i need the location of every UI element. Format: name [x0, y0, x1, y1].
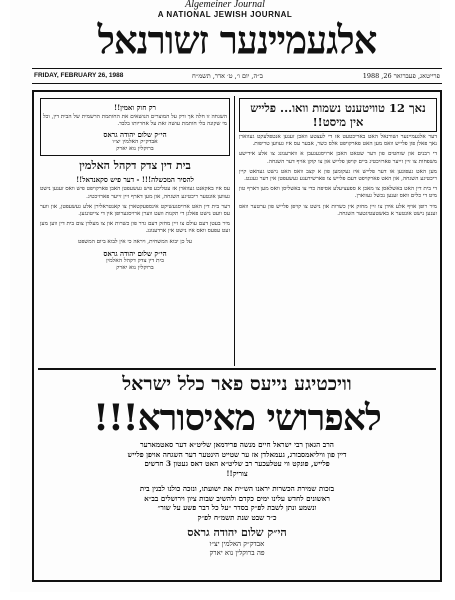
announcement-signature-line: פה ברוקלין נוא יארק: [209, 549, 265, 557]
masthead-english-subtitle: A NATIONAL JEWISH JOURNAL: [157, 10, 293, 19]
dateline-yiddish-date: פרייטאג, פעברואר 26, 1988: [362, 72, 440, 80]
masthead-english-title: Algemeiner Journal: [185, 0, 265, 10]
announcement-kicker: וויכטיגע נייעס פאר כלל ישראל: [122, 373, 352, 395]
main-announcement: [40, 372, 434, 558]
right-paragraph: די בית דין האט באשלאסן צו מאכן א ספעציעלע אסיפה כדי צו באשליסן וואס מען דארף טון מיט די כלים וואס זענען נכשל געווארן.: [239, 186, 437, 200]
beis-din-paragraph: עס איז באקאנט געווארן אז עטליכע פיש געשעפטן האבן פארקויפט פיש וואס זענען נישט געווען אונטער ריכטיגע השגחה, און מען דארף זיין זייער פארזיכטיג.: [40, 186, 230, 200]
dateline-hebrew-date: ב״ה, יום ו׳, ט׳ אדר, תשמ״ח: [192, 72, 263, 80]
beis-din-signature-line: ברוקלין נוא יארק: [116, 264, 154, 271]
notice-signature-line: ברוקלין נוא יארק: [116, 146, 154, 153]
column-divider: [234, 96, 235, 366]
announcement-headline: לאפרושי מאיסורא!!!: [93, 397, 381, 439]
announcement-line: כ״ד שבט שנת תשמ״ח לפ״ק: [197, 512, 277, 522]
notice-box: [40, 98, 230, 156]
notice-text: השגחה זו חלה אך ורק על המוצרים הנושאים את החותמת הרשמית של הבית דין, וכל מי שקונה בלי חותמת עושה זאת על אחריותו בלבד.: [43, 114, 227, 128]
right-paragraph: די רבנים און שוחטים פון דער שטאט האבן ארויסגעגעבן א ווארענונג צו אלע אידישע משפחות צו זיין זייער פארזיכטיג ביים קויפן פלייש און צו קוקן אויף דער השגחה.: [239, 151, 437, 165]
notice-signature-name: הי״ק שלום יהודה גראס: [103, 130, 167, 140]
beis-din-signature-name: הי״ק שלום יהודה גראס: [103, 248, 167, 258]
beis-din-signature-line: בית דין צדק דקהל האלמין: [106, 257, 164, 264]
section-divider: [38, 368, 436, 370]
masthead-hebrew-title: אלגעמיינער זשורנאל: [97, 16, 377, 64]
dateline: [32, 68, 442, 84]
beis-din-title: בית דין צדק דקהל האלמין: [79, 159, 191, 173]
right-paragraph: דער אלגעמיינער זשורנאל האט באריכטעט אז די לעצטע וואכן זענען אנטפלעקט געווארן נאך פאלן פון פלייש וואס מען האט פארקויפט אלס כשר, אבער עס איז געווען טריפות.: [239, 134, 437, 148]
announcement-signature-name: הי״ק שלום יהודה גראס: [187, 526, 287, 539]
left-column: [40, 96, 230, 272]
dateline-english: FRIDAY, FEBRUARY 26, 1988: [34, 72, 124, 79]
right-paragraph: מען האט געפונען אז דער פלייש איז געקומען פון א קצב וואס האט נישט געהאט קיין ריכטיגע השגחה, און האט פארקויפט דעם פלייש צו פארשידענע געשעפטן אין דער געגנט.: [239, 168, 437, 183]
beis-din-subtitle: להסיר המכשלה!!! - דער פיש סקאנדאל!!: [76, 175, 194, 185]
announcement-line: הרב הגאון רבי ישראל חיים מנשה פרידמאן שליט״א דער סאטמארער: [140, 440, 334, 449]
right-paragraph: מיר רופן אויף אלע אידן צו זיין מחזק אין כשרות און נישט צו קויפן פלייש פון ערטער וואס זענען נישט אונטער א באשטעטיגטער השגחה.: [239, 203, 437, 217]
notice-title: רק חוק ואמין!!: [114, 103, 156, 112]
beis-din-paragraph: דער בית דין האט ארויסגעשיקט אינספעקטארן צו קאנטראלירן אלע געשעפטן, און ווער עס וועט נישט פאלגן די תקנות וועט ווערן ארויסגערופן אין די צייטונגען.: [40, 203, 230, 218]
announcement-signature-line: אבדק״ק האלמין יצ״ו: [209, 540, 265, 548]
beis-din-closing: על כן יבוא המשחית, ויראה כי אין לבוא ביום המשפט: [77, 238, 192, 245]
announcement-line: ונשמע ונתן לשבת לפ״ק בסדר ״על כל דבר פשע על שור״: [157, 503, 317, 512]
notice-frame: [32, 90, 442, 582]
announcement-line: ראשונים לחדש עלינו ימים כקדם ולהשיב שבות ציון וירושלים בב״א: [144, 493, 330, 503]
announcement-line: פלייש, פונקט ווי עטלעכער רב שליט״א האט דאס געטון 3 חדשים: [144, 459, 330, 468]
announcement-line: בזכות שמירת הכשרות יראנו הש״ית את ישועתו, ונזכה כולנו לבנין בית: [139, 484, 335, 493]
right-headline: נאך 12 טוויטענט נשמות וואו... פלייש אין מיסט!!: [239, 98, 437, 132]
newspaper-page: [10, 0, 440, 592]
announcement-line: דיין פון וויליאמסבורג, געמאלדן אז ער שטייט הינטער דער השגחה אויפן פלייש: [127, 449, 347, 459]
announcement-line: צוריק!!: [226, 468, 248, 478]
beis-din-paragraph: מיר בעטן דעם עולם צו זיין מחזק דעם גדר פון כשרות און צו מעלדן צום בית דין ווען מען זעט עפעס וואס איז נישט אין ארדענונג.: [40, 221, 230, 235]
notice-signature-line: אבדק״ק האלמין יצ״ו: [112, 139, 158, 146]
right-column: [239, 96, 437, 221]
